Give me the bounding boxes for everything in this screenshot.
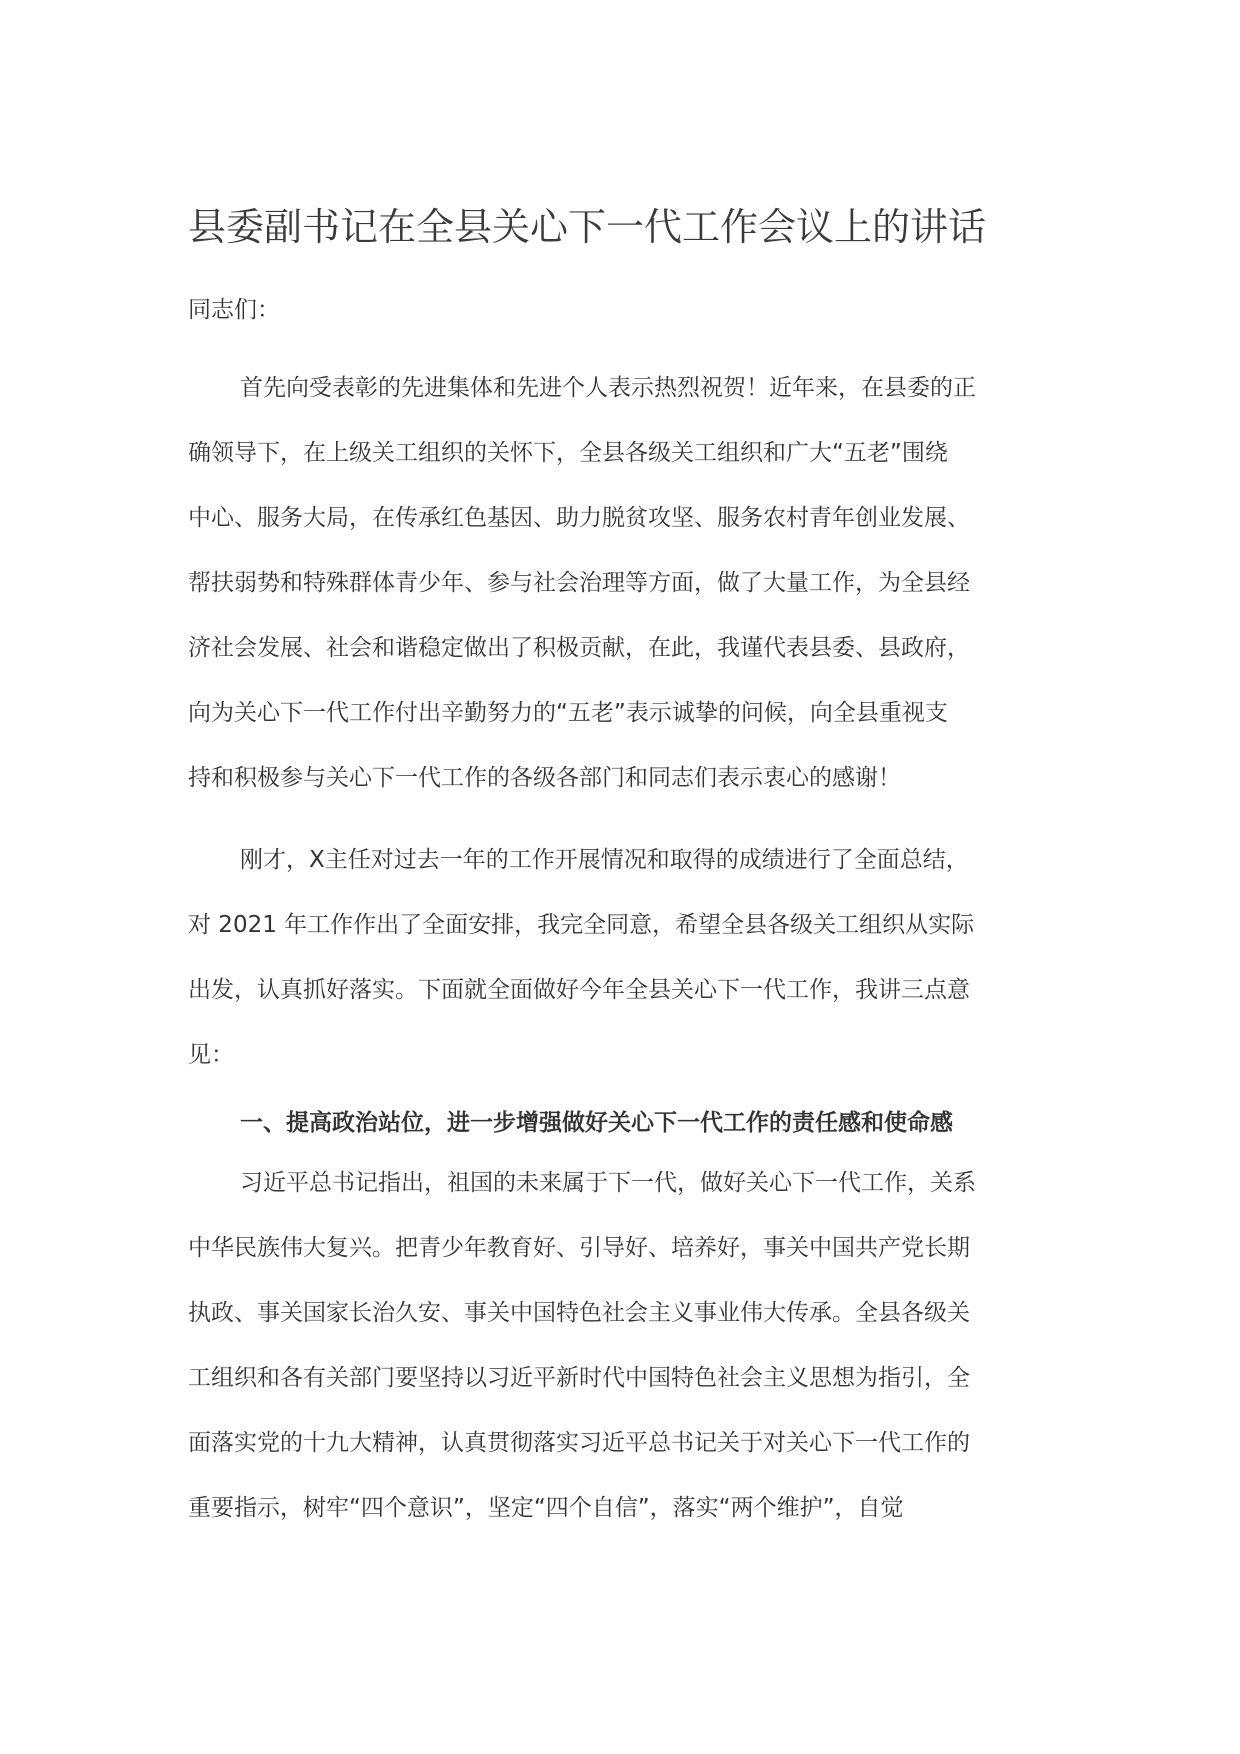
text-line: 习近平总书记指出，祖国的未来属于下一代，做好关心下一代工作，关系 <box>240 1170 976 1196</box>
text-line: 执政、事关国家长治久安、事关中国特色社会主义事业伟大传承。全县各级关 <box>188 1300 970 1326</box>
paragraph-agreement <box>188 828 1056 1088</box>
paragraph-political-stance <box>188 1151 1056 1541</box>
text-line: 中心、服务大局，在传承红色基因、助力脱贫攻坚、服务农村青年创业发展、 <box>188 505 970 531</box>
paragraph-congratulations <box>188 356 1056 811</box>
text-line: 对 2021 年工作作出了全面安排，我完全同意，希望全县各级关工组织从实际 <box>188 912 975 938</box>
document-title: 县委副书记在全县关心下一代工作会议上的讲话 <box>188 205 987 249</box>
text-line: 帮扶弱势和特殊群体青少年、参与社会治理等方面，做了大量工作，为全县经 <box>188 570 970 596</box>
text-line: 工组织和各有关部门要坚持以习近平新时代中国特色社会主义思想为指引，全 <box>188 1365 970 1391</box>
text-line: 向为关心下一代工作付出辛勤努力的“五老”表示诚挚的问候，向全县重视支 <box>188 700 948 726</box>
text-line: 确领导下，在上级关工组织的关怀下，全县各级关工组织和广大“五老”围绕 <box>188 440 948 466</box>
text-line: 刚才，X主任对过去一年的工作开展情况和取得的成绩进行了全面总结， <box>240 847 969 873</box>
text-line: 出发，认真抓好落实。下面就全面做好今年全县关心下一代工作，我讲三点意 <box>188 977 970 1003</box>
text-line: 重要指示，树牢“四个意识”，坚定“四个自信”，落实“两个维护”，自觉 <box>188 1495 904 1521</box>
text-line: 首先向受表彰的先进集体和先进个人表示热烈祝贺！近年来，在县委的正 <box>240 375 976 401</box>
text-line: 持和积极参与关心下一代工作的各级各部门和同志们表示衷心的感谢！ <box>188 765 901 791</box>
text-line: 见： <box>188 1042 234 1068</box>
text-line: 济社会发展、社会和谐稳定做出了积极贡献，在此，我谨代表县委、县政府， <box>188 635 970 661</box>
section-heading-1: 一、提高政治站位，进一步增强做好关心下一代工作的责任感和使命感 <box>240 1110 953 1136</box>
text-line: 中华民族伟大复兴。把青少年教育好、引导好、培养好，事关中国共产党长期 <box>188 1235 970 1261</box>
salutation: 同志们： <box>188 297 280 323</box>
text-line: 面落实党的十九大精神，认真贯彻落实习近平总书记关于对关心下一代工作的 <box>188 1430 970 1456</box>
